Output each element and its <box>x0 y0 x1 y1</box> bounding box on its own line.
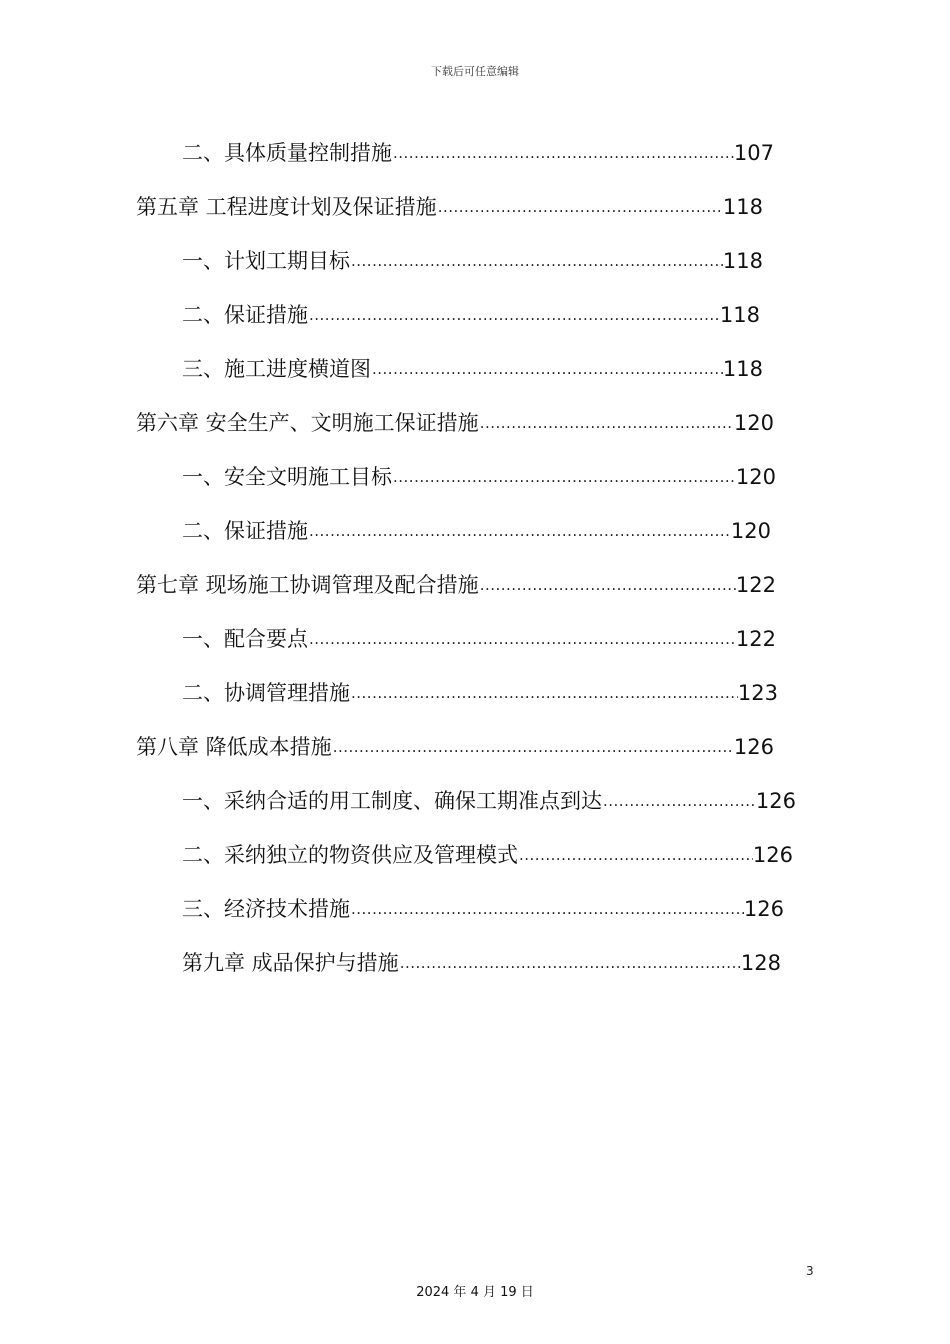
toc-entry[interactable] <box>182 786 796 816</box>
toc-leader <box>480 574 736 596</box>
toc-leader <box>351 682 738 704</box>
toc-entry-label: 第八章 降低成本措施 <box>136 735 332 759</box>
toc-leader <box>351 250 723 272</box>
toc-entry-page: 118 <box>722 357 763 381</box>
toc-leader <box>400 952 741 974</box>
toc-entry-label: 第九章 成品保护与措施 <box>182 951 399 975</box>
toc-entry[interactable] <box>182 894 784 924</box>
toc-entry-page: 126 <box>752 843 793 867</box>
toc-entry-page: 118 <box>722 249 763 273</box>
toc-entry-label: 三、施工进度横道图 <box>182 357 371 381</box>
toc-entry-label: 一、计划工期目标 <box>182 249 350 273</box>
toc-entry-page: 126 <box>733 735 774 759</box>
toc-entry[interactable] <box>182 300 760 330</box>
toc-entry[interactable] <box>136 732 774 762</box>
toc-entry-page: 120 <box>733 411 774 435</box>
toc-entry-page: 118 <box>719 303 760 327</box>
toc-entry-page: 107 <box>733 141 774 165</box>
toc-entry[interactable] <box>136 192 763 222</box>
toc-entry[interactable] <box>182 516 771 546</box>
toc-leader <box>309 628 736 650</box>
toc-leader <box>393 466 736 488</box>
toc-entry-page: 126 <box>755 789 796 813</box>
toc-entry-label: 第五章 工程进度计划及保证措施 <box>136 195 437 219</box>
toc-entry-label: 第六章 安全生产、文明施工保证措施 <box>136 411 479 435</box>
toc-entry[interactable] <box>182 138 774 168</box>
toc-entry-page: 128 <box>740 951 781 975</box>
toc-entry-label: 第七章 现场施工协调管理及配合措施 <box>136 573 479 597</box>
toc-entry-page: 118 <box>722 195 763 219</box>
page-number: 3 <box>806 1264 814 1278</box>
toc-leader <box>351 898 744 920</box>
footer-date: 2024 年 4 月 19 日 <box>416 1285 534 1300</box>
toc-entry[interactable] <box>136 570 776 600</box>
header-note: 下载后可任意编辑 <box>431 65 519 78</box>
toc-leader <box>438 196 723 218</box>
toc-leader <box>480 412 734 434</box>
toc-entry-label: 二、采纳独立的物资供应及管理模式 <box>182 843 518 867</box>
toc-entry-label: 一、配合要点 <box>182 627 308 651</box>
toc-leader <box>372 358 723 380</box>
toc-entry[interactable] <box>182 624 776 654</box>
toc-entry-label: 三、经济技术措施 <box>182 897 350 921</box>
toc-entry-label: 二、保证措施 <box>182 519 308 543</box>
toc-entry-label: 一、采纳合适的用工制度、确保工期准点到达 <box>182 789 602 813</box>
toc-entry-page: 120 <box>735 465 776 489</box>
toc-entry[interactable] <box>182 246 763 276</box>
toc-entry[interactable] <box>182 354 763 384</box>
toc-entry[interactable] <box>136 408 774 438</box>
toc-entry-label: 二、协调管理措施 <box>182 681 350 705</box>
toc-entry-page: 122 <box>735 573 776 597</box>
toc-entry[interactable] <box>182 462 776 492</box>
toc-entry-page: 123 <box>737 681 778 705</box>
toc-entry-page: 126 <box>743 897 784 921</box>
toc-entry-label: 二、具体质量控制措施 <box>182 141 392 165</box>
toc-leader <box>519 844 753 866</box>
toc-entry-label: 一、安全文明施工目标 <box>182 465 392 489</box>
toc-leader <box>333 736 734 758</box>
toc-leader <box>309 304 720 326</box>
toc-leader <box>393 142 734 164</box>
toc-entry[interactable] <box>182 678 778 708</box>
toc-entry[interactable] <box>182 840 793 870</box>
toc-leader <box>309 520 731 542</box>
toc-leader <box>603 790 756 812</box>
toc-entry-label: 二、保证措施 <box>182 303 308 327</box>
toc-entry-page: 122 <box>735 627 776 651</box>
toc-entry-page: 120 <box>730 519 771 543</box>
toc-entry[interactable] <box>182 948 781 978</box>
